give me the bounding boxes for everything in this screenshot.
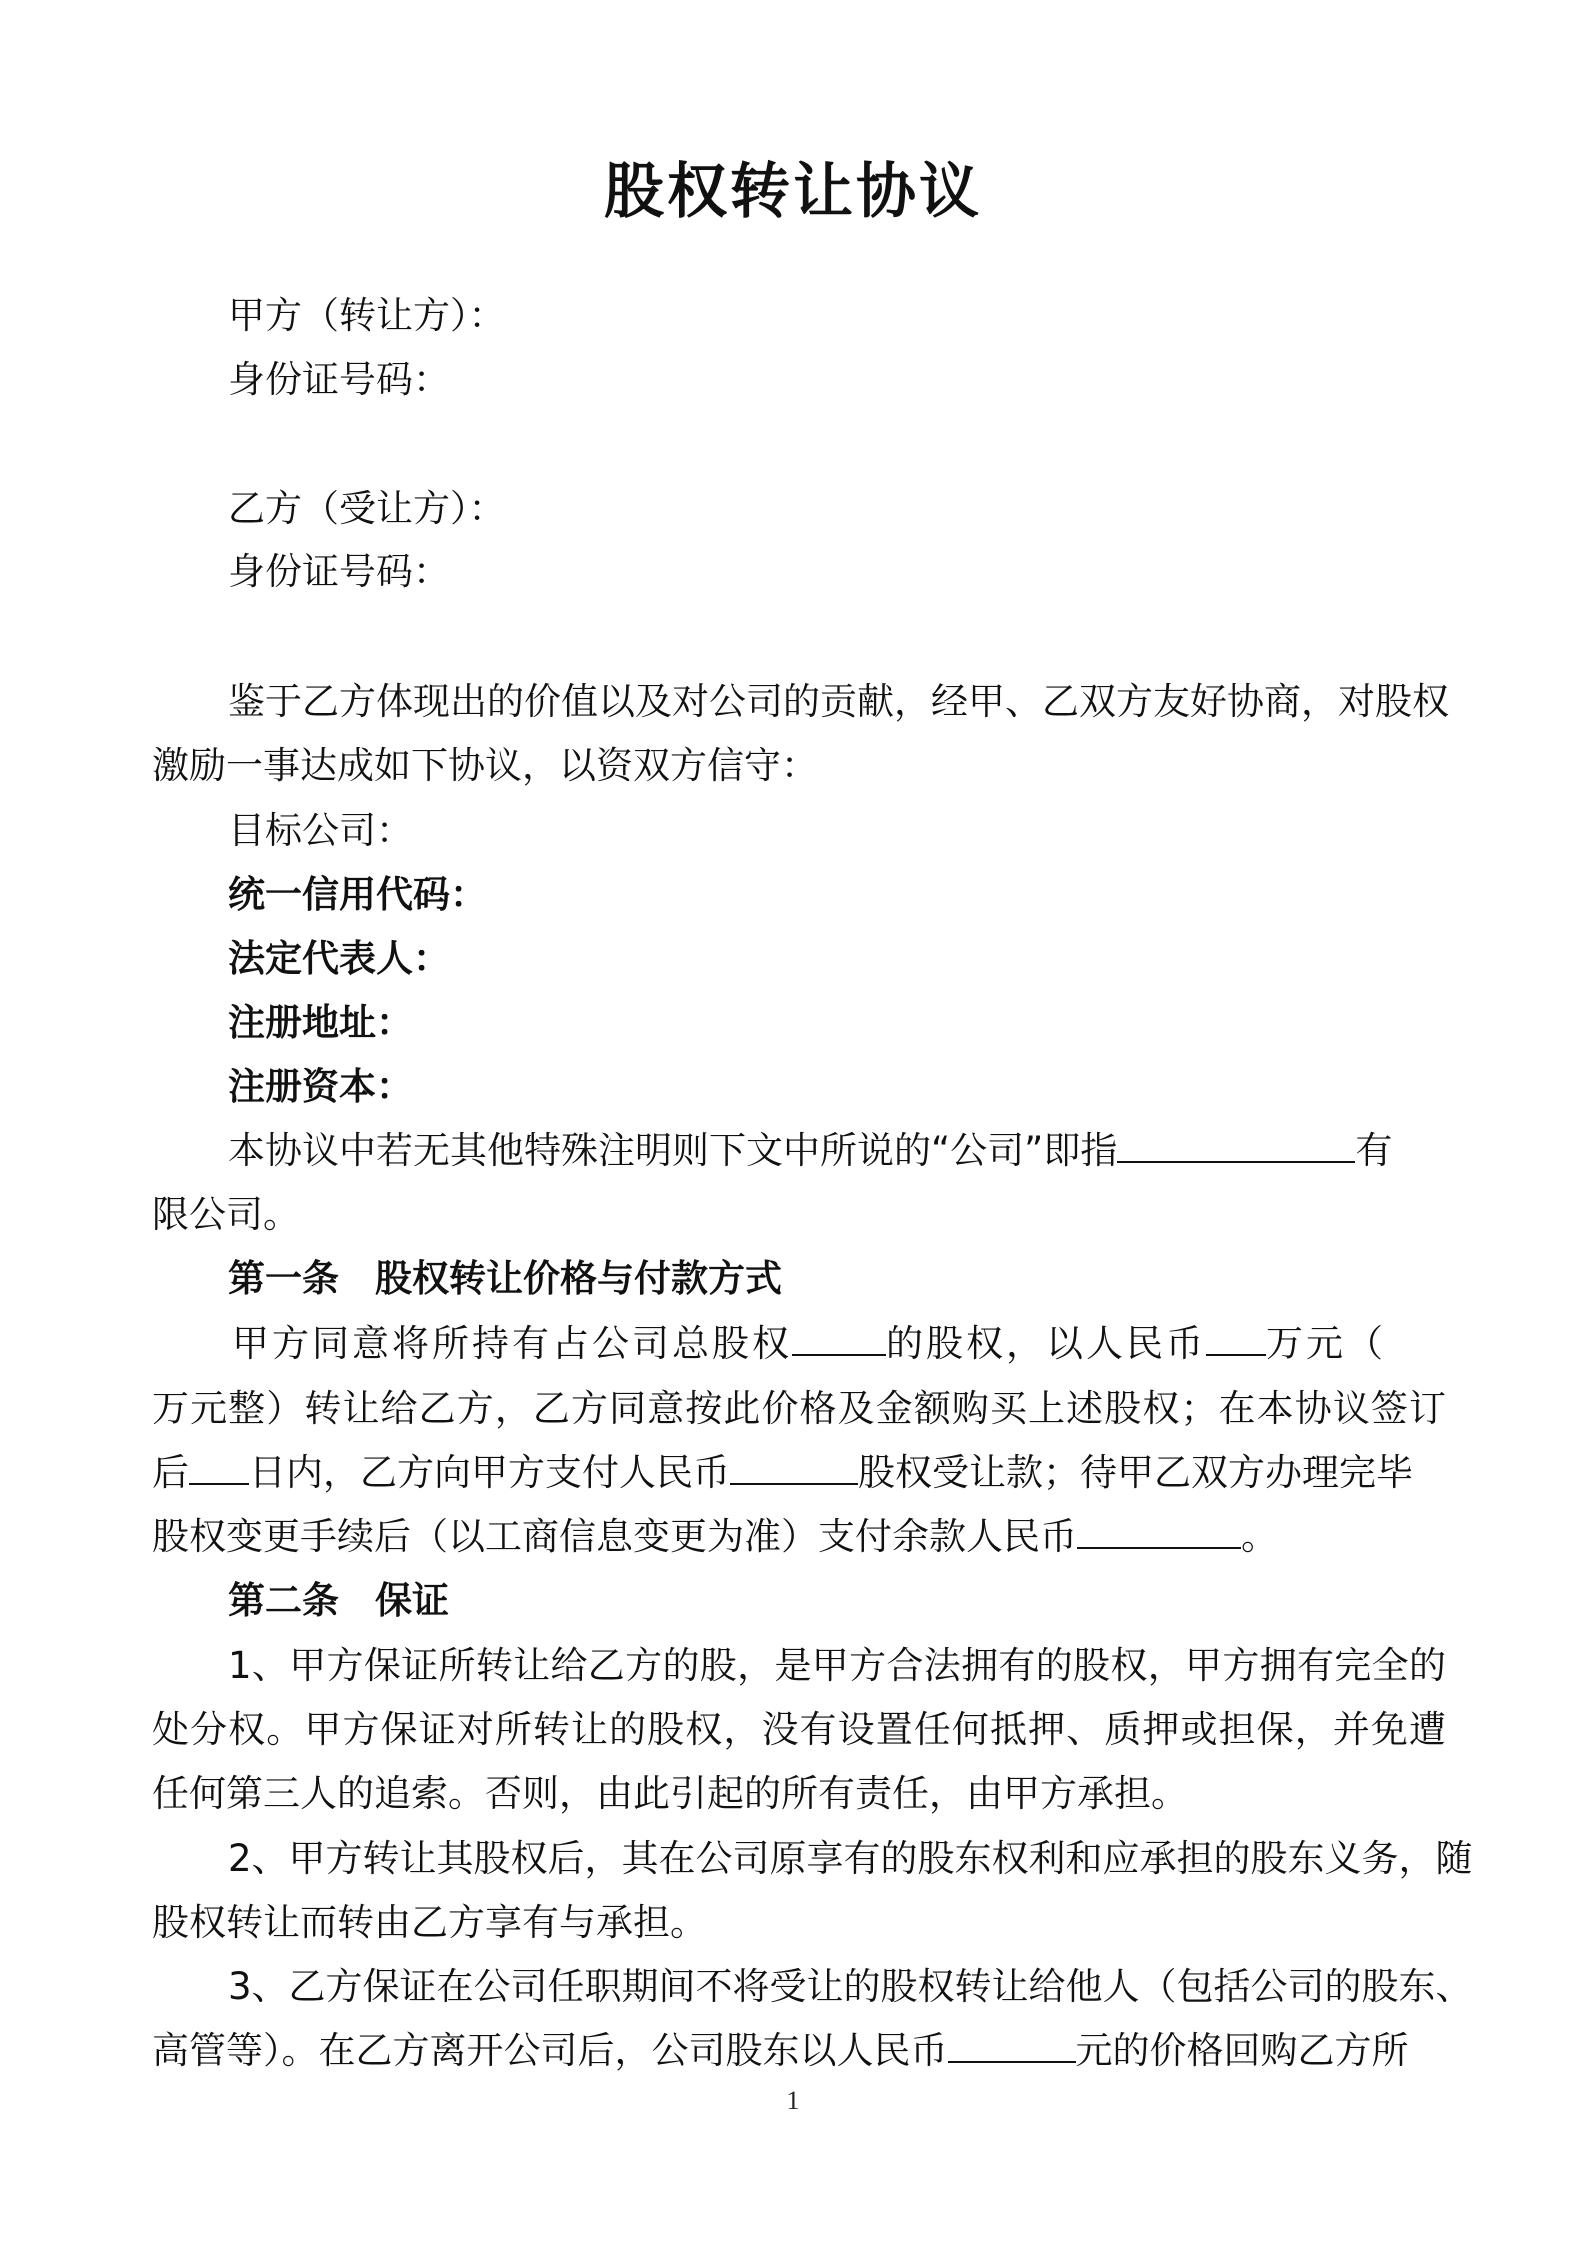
article-2-p1-line-1: 1、甲方保证所转让给乙方的股，是甲方合法拥有的股权，甲方拥有完全的 <box>228 1644 1446 1687</box>
first-payment-blank <box>730 1449 858 1485</box>
article-2-p2-line-1: 2、甲方转让其股权后，其在公司原享有的股东权利和应承担的股东义务，随 <box>228 1837 1473 1880</box>
article-1-number: 第一条 <box>228 1257 339 1300</box>
article-1-text-c: 万元（ <box>1266 1322 1386 1365</box>
article-1-text-b: 的股权，以人民币 <box>886 1322 1206 1365</box>
registered-address-label: 注册地址： <box>228 1001 413 1044</box>
article-1-text-h: 。 <box>1241 1515 1278 1558</box>
page-number: 1 <box>786 2086 800 2115</box>
article-2-title: 保证 <box>375 1579 449 1622</box>
article-2-text-b: 元的价格回购乙方所 <box>1075 2029 1409 2072</box>
article-1-text-e: 日内，乙方向甲方支付人民币 <box>249 1451 730 1494</box>
party-b-label: 乙方（受让方）： <box>228 487 506 530</box>
article-1-line-3 <box>152 1447 1413 1499</box>
article-1-text-d: 后 <box>152 1451 189 1494</box>
document-title: 股权转让协议 <box>604 157 982 227</box>
party-b-id-label: 身份证号码： <box>228 550 450 593</box>
equity-percent-blank <box>792 1320 886 1356</box>
article-2-text-a: 高管等）。在乙方离开公司后，公司股东以人民币 <box>152 2029 948 2072</box>
party-a-id-label: 身份证号码： <box>228 358 450 401</box>
definition-suffix: 有 <box>1355 1129 1393 1172</box>
article-1-text-g: 股权变更手续后（以工商信息变更为准）支付余款人民币 <box>152 1515 1077 1558</box>
price-wan-blank <box>1206 1320 1266 1356</box>
legal-rep-label: 法定代表人： <box>228 937 450 980</box>
article-2-p1-line-2: 处分权。甲方保证对所转让的股权，没有设置任何抵押、质押或担保，并免遭 <box>152 1708 1446 1751</box>
article-1-line-4 <box>152 1511 1278 1563</box>
definition-line-2: 限公司。 <box>152 1193 300 1236</box>
article-1-text-f: 股权受让款；待甲乙双方办理完毕 <box>858 1451 1413 1494</box>
definition-text: 本协议中若无其他特殊注明则下文中所说的“公司”即指 <box>228 1129 1118 1172</box>
article-2-p1-line-3: 任何第三人的追索。否则，由此引起的所有责任，由甲方承担。 <box>152 1772 1188 1815</box>
balance-payment-blank <box>1077 1513 1241 1549</box>
registered-capital-label: 注册资本： <box>228 1065 413 1108</box>
party-a-label: 甲方（转让方）： <box>228 294 506 337</box>
article-2-number: 第二条 <box>228 1579 339 1622</box>
credit-code-label: 统一信用代码： <box>228 873 487 916</box>
article-2-p2-line-2: 股权转让而转由乙方享有与承担。 <box>152 1901 707 1944</box>
article-1-title: 股权转让价格与付款方式 <box>375 1257 782 1300</box>
company-name-blank <box>1117 1127 1355 1163</box>
buyback-price-blank <box>948 2027 1076 2063</box>
preamble-line-1: 鉴于乙方体现出的价值以及对公司的贡献，经甲、乙双方友好协商，对股权 <box>228 680 1449 723</box>
preamble-line-2: 激励一事达成如下协议，以资双方信守： <box>152 744 818 787</box>
article-1-line-2: 万元整）转让给乙方，乙方同意按此价格及金额购买上述股权；在本协议签订 <box>152 1387 1446 1430</box>
days-blank <box>189 1449 249 1485</box>
target-company-label: 目标公司： <box>228 809 413 852</box>
article-1-text-a: 甲方同意将所持有占公司总股权 <box>232 1322 792 1365</box>
article-2-p3-line-1: 3、乙方保证在公司任职期间不将受让的股权转让给他人（包括公司的股东、 <box>228 1965 1473 2008</box>
article-1-heading <box>228 1253 782 1305</box>
article-1-line-1 <box>232 1318 1386 1370</box>
article-2-heading <box>228 1575 449 1627</box>
article-2-p3-line-2 <box>152 2025 1409 2077</box>
definition-line-1 <box>228 1125 1392 1177</box>
